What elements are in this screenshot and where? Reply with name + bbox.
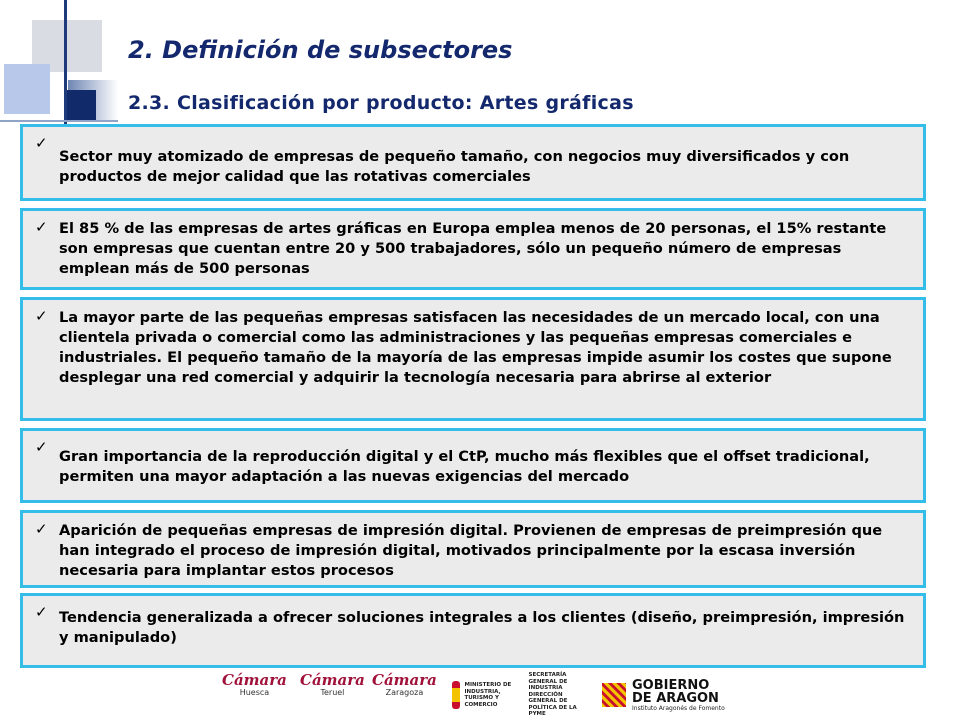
logo-city: Zaragoza (385, 688, 424, 697)
bullet-text: El 85 % de las empresas de artes gráficas en Europa emplea menos de 20 personas, el 15% restante son empresas que cuentan entre 20 y 500 trabajadores, sólo un pequeño número de empresas emplean más de 500 personas (59, 220, 887, 277)
logo-name: Cámara (222, 671, 287, 689)
logo-city: Huesca (239, 688, 270, 697)
decor-square-blue (4, 64, 50, 114)
decor-square-navy (66, 90, 96, 122)
logo-city: Teruel (320, 688, 345, 697)
bullet-text: La mayor parte de las pequeñas empresas satisfacen las necesidades de un mercado local, con una clientela privada o comercial como las administraciones y las pequeñas empresas comerciales e industriales. El pequeño tamaño de la mayoría de las empresas impide asumir los costes que supone desplegar una red comercial y adquirir la tecnología necesaria para abrirse al exterior (59, 309, 892, 386)
bullet-box-5 (20, 510, 926, 588)
check-icon: ✓ (35, 218, 48, 236)
slide-title: 2. Definición de subsectores (128, 36, 513, 64)
bullet-text: Sector muy atomizado de empresas de pequeño tamaño, con negocios muy diversificados y con productos de mejor calidad que las rotativas comerciales (59, 148, 850, 185)
logo-camara-zaragoza (372, 672, 437, 718)
logo-gobierno-aragon (602, 672, 725, 718)
bullet-text: Tendencia generalizada a ofrecer soluciones integrales a los clientes (diseño, preimpresión, impresión y manipulado) (59, 609, 905, 646)
aragon-flag-icon (602, 683, 626, 707)
secretaria-name: SECRETARÍA GENERAL DE INDUSTRIA (528, 672, 568, 692)
gobierno-line1: GOBIERNO (632, 677, 710, 693)
decor-vertical-line (64, 0, 67, 125)
decor-horizontal-line (0, 120, 118, 122)
gobierno-line3: Instituto Aragonés de Fomento (632, 704, 725, 712)
check-icon: ✓ (35, 438, 48, 456)
bullet-box-2 (20, 208, 926, 290)
bullet-box-1 (20, 124, 926, 201)
bullet-box-3 (20, 297, 926, 421)
coat-of-arms-icon (452, 681, 460, 709)
logo-name: Cámara (300, 671, 365, 689)
bullet-box-4 (20, 428, 926, 503)
bullet-text: Gran importancia de la reproducción digital y el CtP, mucho más flexibles que el offset tradicional, permiten una mayor adaptación a las nuevas exigencias del mercado (59, 448, 870, 485)
ministerio-name: MINISTERIO DE INDUSTRIA, TURISMO Y COMERCIO (464, 682, 512, 708)
bullet-text: Aparición de pequeñas empresas de impresión digital. Provienen de empresas de preimpresión que han integrado el proceso de impresión digital, motivados principalmente por la escasa inversión necesaria para implantar estos procesos (59, 522, 883, 579)
check-icon: ✓ (35, 603, 48, 621)
check-icon: ✓ (35, 134, 48, 152)
check-icon: ✓ (35, 520, 48, 538)
logo-camara-teruel (300, 672, 365, 718)
check-icon: ✓ (35, 307, 48, 325)
logo-name: Cámara (372, 671, 437, 689)
slide-subtitle: 2.3. Clasificación por producto: Artes gráficas (128, 92, 634, 114)
direccion-name: DIRECCIÓN GENERAL DE POLÍTICA DE LA PYME (528, 691, 577, 718)
logo-ministerio (452, 672, 584, 718)
gobierno-line2: DE ARAGON (632, 690, 719, 706)
logo-camara-huesca (222, 672, 287, 718)
bullet-box-6 (20, 593, 926, 668)
